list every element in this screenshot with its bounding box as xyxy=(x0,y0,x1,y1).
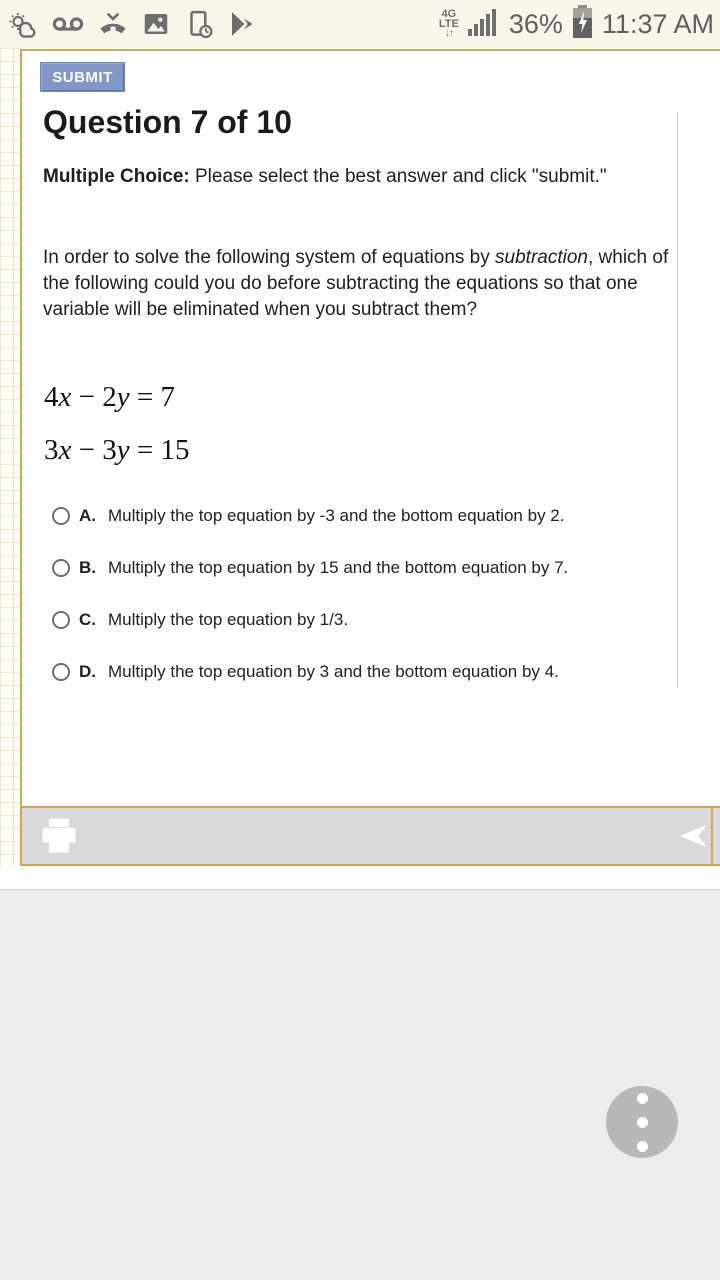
answer-option-c[interactable] xyxy=(52,608,348,632)
answer-option-b[interactable] xyxy=(52,556,568,580)
voicemail-icon xyxy=(51,9,85,39)
network-type-indicator xyxy=(439,9,459,39)
status-bar xyxy=(0,0,720,48)
instructions-text: Please select the best answer and click "submit." xyxy=(189,166,607,187)
equation-1: 4x − 2y = 7 xyxy=(44,381,175,413)
battery-charging-icon xyxy=(571,5,594,44)
kebab-menu-icon[interactable] xyxy=(606,1086,678,1158)
radio-button-b[interactable] xyxy=(52,559,70,577)
notification-icons xyxy=(0,9,257,39)
clock: 11:37 AM xyxy=(601,8,714,39)
gallery-icon xyxy=(141,9,171,39)
option-text: Multiply the top equation by 1/3. xyxy=(108,610,349,629)
question-italic-word: subtraction xyxy=(495,247,588,268)
weather-icon xyxy=(8,9,38,39)
battery-percent: 36% xyxy=(508,8,563,39)
network-line2: LTE xyxy=(438,18,459,30)
submit-button[interactable]: SUBMIT xyxy=(40,62,125,92)
option-letter: C. xyxy=(79,610,96,629)
quiz-card xyxy=(20,49,720,866)
play-store-icon xyxy=(227,9,257,39)
data-arrows-icon: ↓↑ xyxy=(444,28,453,39)
question-text: In order to solve the following system of equations by subtraction, which of the following could you do before subtracting the equations so that one variable will be eliminated when you subtract them? xyxy=(43,247,669,320)
option-letter: D. xyxy=(79,662,96,681)
instructions xyxy=(43,163,643,190)
option-text: Multiply the top equation by 3 and the bottom equation by 4. xyxy=(108,662,559,681)
option-text: Multiply the top equation by 15 and the bottom equation by 7. xyxy=(108,558,569,577)
notebook-grid-background xyxy=(0,48,21,866)
option-letter: A. xyxy=(79,506,96,525)
content-right-border xyxy=(677,112,678,688)
equation-2: 3x − 3y = 15 xyxy=(44,434,190,466)
answer-option-d[interactable] xyxy=(52,660,559,684)
question-counter: Question 7 of 10 xyxy=(43,104,292,140)
browser-empty-area xyxy=(0,890,720,1280)
radio-button-d[interactable] xyxy=(52,663,70,681)
print-icon[interactable] xyxy=(36,814,82,858)
network-line1: 4G xyxy=(441,8,457,20)
missed-call-icon xyxy=(98,9,128,39)
signal-strength-icon xyxy=(467,7,501,42)
toolbar-divider xyxy=(711,808,713,864)
option-letter: B. xyxy=(79,558,96,577)
instructions-label: Multiple Choice: xyxy=(43,166,190,187)
radio-button-a[interactable] xyxy=(52,507,70,525)
answer-option-a[interactable] xyxy=(52,504,564,528)
radio-button-c[interactable] xyxy=(52,611,70,629)
option-text: Multiply the top equation by -3 and the bottom equation by 2. xyxy=(108,506,565,525)
device-update-icon xyxy=(184,9,214,39)
quiz-toolbar xyxy=(20,806,720,866)
back-arrow-icon[interactable] xyxy=(676,822,708,850)
page-bottom-strip xyxy=(0,866,720,889)
